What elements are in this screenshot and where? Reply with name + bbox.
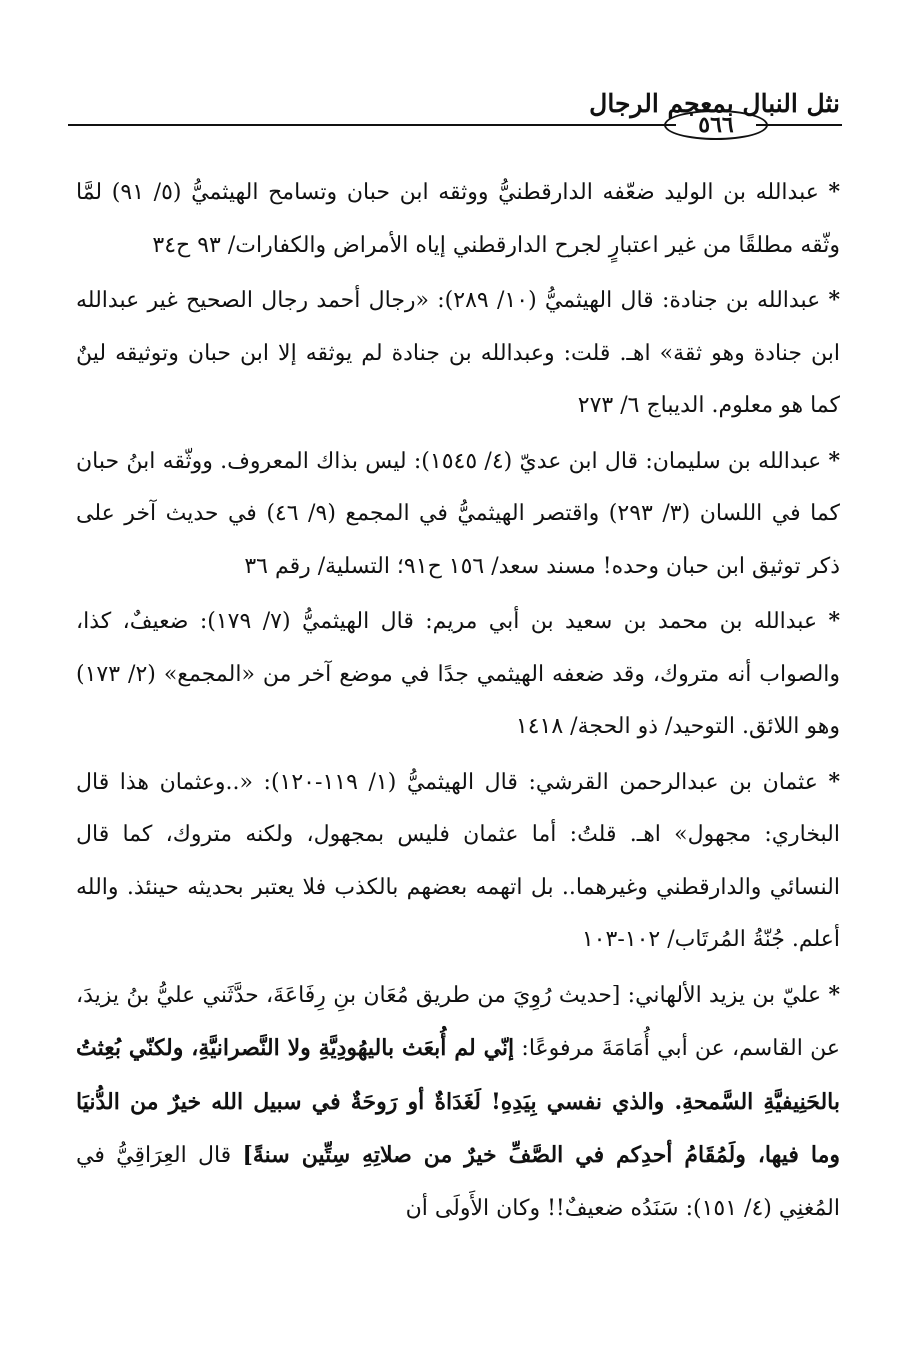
entry-star: * bbox=[828, 179, 841, 205]
entry-star: * bbox=[828, 287, 841, 313]
entry-body-after-hadith: قال العِرَاقِيُّ في المُغنِي (٤/ ١٥١): سَنَدُه ضعيفٌ!! وكان الأَولَى أن bbox=[76, 1143, 840, 1221]
entry-star: * bbox=[828, 608, 840, 634]
entry-head: عليّ بن يزيد الألهاني: bbox=[627, 982, 822, 1008]
entry-star: * bbox=[828, 981, 840, 1008]
entry-head: عبدالله بن محمد بن سعيد بن أبي مريم: bbox=[425, 609, 818, 634]
entry-body-before-hadith: [حديث رُوِيَ من طريق مُعَان بنِ رِفَاعَةَ، حدَّثَني عليُّ بنُ يزيدَ، عن القاسم، عن أبي أُمَامَةَ مرفوعًا: bbox=[76, 982, 840, 1061]
page-body bbox=[76, 166, 840, 1235]
entry-ali-ibn-yazid bbox=[76, 969, 840, 1236]
entry-star: * bbox=[828, 768, 840, 795]
entry-head: عبدالله بن الوليد bbox=[664, 180, 819, 205]
entry-star: * bbox=[828, 447, 840, 474]
entry-abdullah-ibn-sulayman bbox=[76, 435, 840, 594]
entry-body: قال الهيثميُّ (١٠/ ٢٨٩): «رجال أحمد رجال الصحيح غير عبدالله ابن جنادة وهو ثقة» اهـ. قلت: وعبدالله بن جنادة لم يوثقه إلا ابن حبان وتوثيقه لينٌ كما هو معلوم. الديباج ٦/ ٢٧٣ bbox=[76, 288, 840, 418]
entry-abdullah-ibn-al-walid bbox=[76, 166, 840, 272]
page-number: ٥٦٦ bbox=[664, 110, 768, 140]
header-rule-right bbox=[756, 124, 842, 126]
entry-body: قال الهيثميُّ (٧/ ١٧٩): ضعيفٌ، كذا، والصواب أنه متروك، وقد ضعفه الهيثمي جدًا في موضع آخر من «المجمع» (٢/ ١٧٣) وهو اللائق. التوحيد/ ذو الحجة/ ١٤١٨ bbox=[76, 609, 841, 739]
entry-abdullah-ibn-junada bbox=[76, 274, 840, 433]
entry-head: عبدالله بن جنادة: bbox=[661, 288, 821, 313]
entry-abdullah-ibn-abi-maryam bbox=[76, 595, 840, 754]
entry-head: عبدالله بن سليمان: bbox=[645, 448, 822, 474]
running-title: نثل النبال بمعجم الرجال bbox=[589, 89, 840, 118]
entry-uthman-al-qurashi bbox=[76, 756, 840, 967]
entry-body: قال الهيثميُّ (١/ ١١٩-١٢٠): «..وعثمان هذا قال البخاري: مجهول» اهـ. قلتُ: أما عثمان فليس بمجهول، ولكنه متروك، كما قال النسائي والدارقطني وغيرهما.. بل اتهمه بعضهم بالكذب فلا يعتبر بحديثه حينئذ. والله أعلم. جُنّةُ المُرتَاب/ ١٠٢-١٠٣ bbox=[76, 769, 840, 952]
entry-body: ضعّفه الدارقطنيُّ ووثقه ابن حبان وتسامح الهيثميُّ (٥/ ٩١) لمَّا وثّقه مطلقًا من غير اعتبارٍ لجرح الدارقطني إياه الأمراض والكفارات/ ٩٣ ح٣٤ bbox=[76, 180, 840, 258]
header-rule bbox=[68, 124, 676, 126]
entry-head: عثمان بن عبدالرحمن القرشي: bbox=[528, 769, 818, 795]
entry-hadith-text: إنّي لم أُبعَث باليهُودِيَّةِ ولا النَّصرانيَّةِ، ولكنّي بُعِثتُ بالحَنِيفيَّةِ السَّمحةِ. والذي نفسي بِيَدِهِ! لَغَدَاةٌ أو رَوحَةٌ في سبيل الله خيرٌ من الدُّنيَا وما فيها، ولَمُقَامُ أحدِكم في الصَّفِّ خيرٌ من صلاتِهِ سِتِّين سنةً] bbox=[76, 1035, 840, 1168]
entry-body: قال ابن عديّ (٤/ ١٥٤٥): ليس بذاك المعروف. ووثّقه ابنُ حبان كما في اللسان (٣/ ٢٩٣) واقتصر الهيثميُّ في المجمع (٩/ ٤٦) في حديث آخر على ذكر توثيق ابن حبان وحده! مسند سعد/ ١٥٦ ح٩١؛ التسلية/ رقم ٣٦ bbox=[76, 448, 841, 579]
